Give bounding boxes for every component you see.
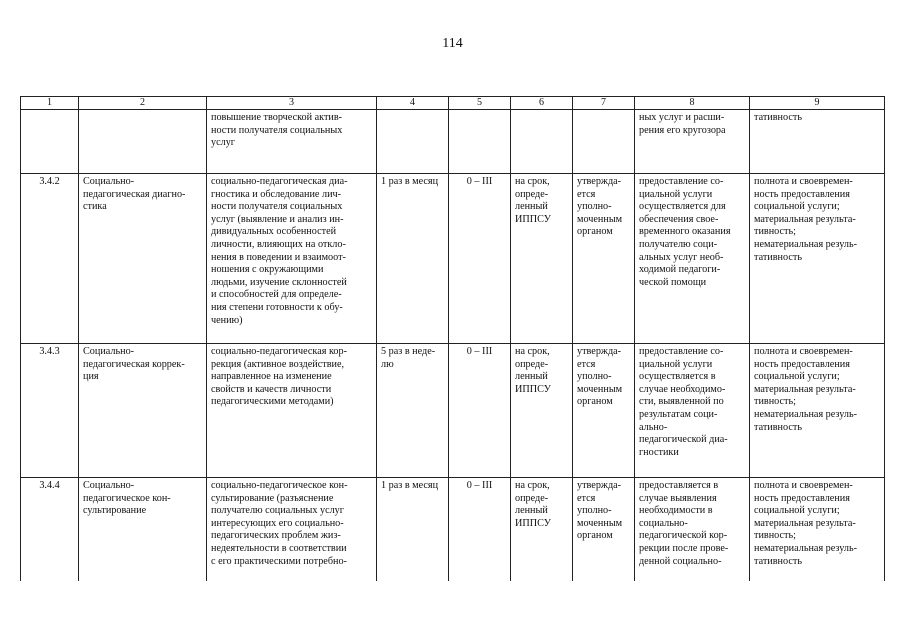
service-frequency [377, 110, 449, 174]
services-table [20, 96, 885, 581]
service-indicators: полнота и своевремен- ность предоставления социальной услуги; материальная результа- тивность; нематериальная резуль- тативность [750, 174, 885, 344]
service-period: на срок, опреде- ленный ИППСУ [511, 344, 573, 478]
table-row-3-4-4 [21, 478, 885, 582]
service-approval: утвержда- ется уполно- моченным органом [573, 478, 635, 582]
service-name: Социально- педагогическое кон- сультирование [79, 478, 207, 582]
service-description: социально-педагогическая диа- гностика и обследование лич- ности получателя социальных услуг (выявление и анализ ин- дивидуальных особенностей личности, влияющих на откло- нения в поведении и взаимоот- ношения с окружающими людьми, изучение склонностей и способностей для определе- ния степени готовности к обу- чению) [207, 174, 377, 344]
column-number: 3 [207, 97, 377, 110]
service-indicators: полнота и своевремен- ность предоставления социальной услуги; материальная результа- тивность; нематериальная резуль- тативность [750, 344, 885, 478]
service-description: социально-педагогическая кор- рекция (активное воздействие, направленное на изменение свойств и качеств личности педагогическими методами) [207, 344, 377, 478]
service-number: 3.4.2 [21, 174, 79, 344]
service-groups: 0 – III [449, 174, 511, 344]
service-conditions: ных услуг и расши- рения его кругозора [635, 110, 750, 174]
table-row-3-4-2 [21, 174, 885, 344]
service-approval: утвержда- ется уполно- моченным органом [573, 344, 635, 478]
table-row-3-4-3 [21, 344, 885, 478]
service-period [511, 110, 573, 174]
column-number-row [21, 97, 885, 110]
column-number: 9 [750, 97, 885, 110]
service-number [21, 110, 79, 174]
service-period: на срок, опреде- ленный ИППСУ [511, 478, 573, 582]
service-name [79, 110, 207, 174]
column-number: 1 [21, 97, 79, 110]
table-row-continuation [21, 110, 885, 174]
service-number: 3.4.4 [21, 478, 79, 582]
service-indicators: тативность [750, 110, 885, 174]
service-groups: 0 – III [449, 344, 511, 478]
column-number: 7 [573, 97, 635, 110]
service-period: на срок, опреде- ленный ИППСУ [511, 174, 573, 344]
column-number: 2 [79, 97, 207, 110]
service-approval [573, 110, 635, 174]
service-conditions: предоставление со- циальной услуги осуществляется для обеспечения свое- временного оказания получателю соци- альных услуг необ- ходимой педагоги- ческой помощи [635, 174, 750, 344]
service-frequency: 1 раз в месяц [377, 478, 449, 582]
service-approval: утвержда- ется уполно- моченным органом [573, 174, 635, 344]
service-description: повышение творческой актив- ности получателя социальных услуг [207, 110, 377, 174]
service-conditions: предоставляется в случае выявления необходимости в социально- педагогической кор- рекции после прове- денной социально- [635, 478, 750, 582]
column-number: 8 [635, 97, 750, 110]
service-frequency: 1 раз в месяц [377, 174, 449, 344]
column-number: 5 [449, 97, 511, 110]
service-description: социально-педагогическое кон- сультирование (разъяснение получателю социальных услуг интересующих его социально- педагогических проблем жиз- недеятельности в соответствии с его практическими потребно- [207, 478, 377, 582]
page-number: 114 [442, 36, 463, 51]
service-number: 3.4.3 [21, 344, 79, 478]
service-conditions: предоставление со- циальной услуги осуществляется в случае необходимо- сти, выявленной по результатам соци- ально- педагогической диа- гностики [635, 344, 750, 478]
column-number: 4 [377, 97, 449, 110]
service-frequency: 5 раз в неде- лю [377, 344, 449, 478]
service-groups: 0 – III [449, 478, 511, 582]
service-name: Социально- педагогическая коррек- ция [79, 344, 207, 478]
service-groups [449, 110, 511, 174]
service-indicators: полнота и своевремен- ность предоставления социальной услуги; материальная результа- тивность; нематериальная резуль- тативность [750, 478, 885, 582]
column-number: 6 [511, 97, 573, 110]
service-name: Социально- педагогическая диагно- стика [79, 174, 207, 344]
